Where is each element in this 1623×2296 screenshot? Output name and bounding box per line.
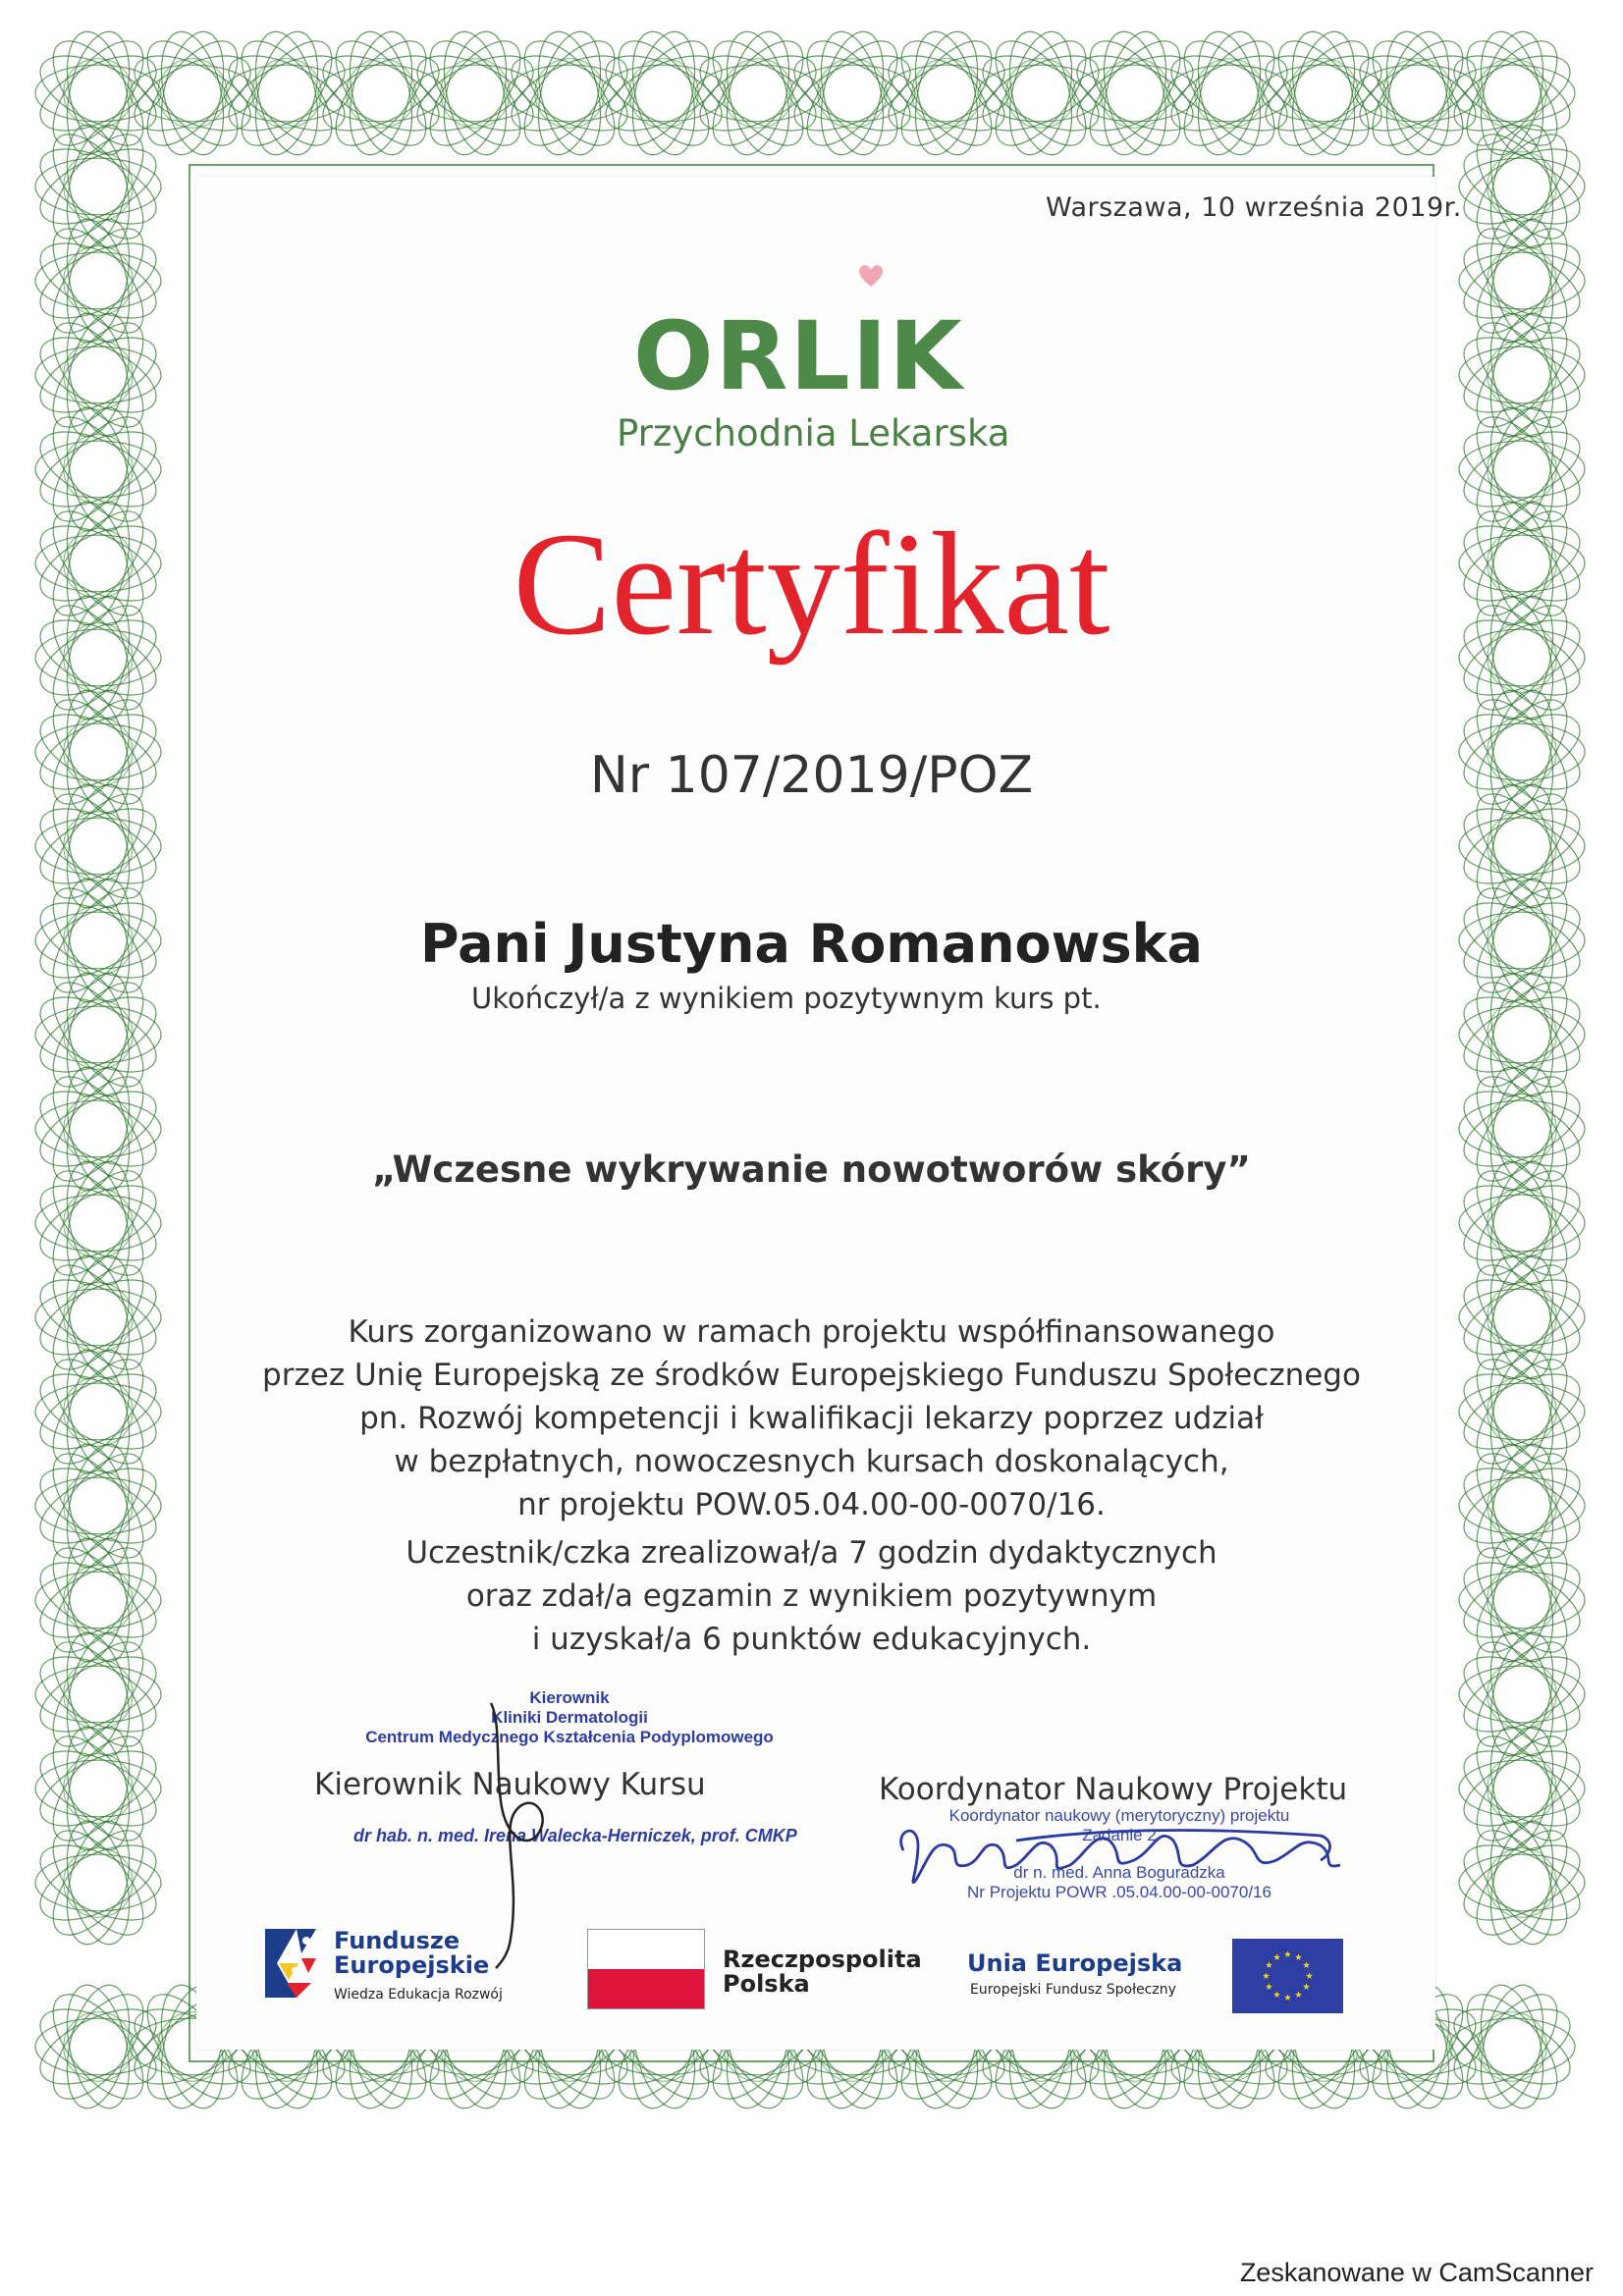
fundusze-europejskie-text [334,1929,503,2007]
rzeczpospolita-polska-text [723,1948,922,1997]
eu-flag-icon [1232,1939,1343,2013]
right-signature [889,1811,1350,1899]
certificate-title: Certyfikat [513,503,1110,666]
stamp-line: Kliniki Dermatologii [491,1708,648,1727]
heart-icon [856,260,886,290]
right-signatory-role: Koordynator Naukowy Projektu [879,1772,1348,1807]
poland-flag-icon [587,1929,705,2009]
pl-line: Rzeczpospolita [723,1946,922,1973]
pl-line: Polska [723,1970,810,1998]
project-line: przez Unię Europejską ze środków Europejskiego Funduszu Społecznego [262,1358,1361,1393]
project-line: pn. Rozwój kompetencji i kwalifikacji lekarzy poprzez udział [359,1401,1264,1436]
logo-wordmark: ORLIK [633,301,964,411]
recipient-name: Pani Justyna Romanowska [419,913,1203,975]
project-line: w bezpłatnych, nowoczesnych kursach doskonalących, [394,1444,1229,1479]
achievement-line: oraz zdał/a egzamin z wynikiem pozytywnym [465,1578,1158,1614]
scanner-watermark: Zeskanowane w CamScanner [1239,2258,1594,2287]
stamp-line: Kierownik [529,1688,610,1707]
fe-subtitle: Wiedza Edukacja Rozwój [334,1987,503,2002]
orlik-logo [569,260,1041,456]
certificate-number: Nr 107/2019/POZ [589,746,1034,805]
stamp-line: dr n. med. Anna Boguradzka [1013,1863,1225,1882]
completion-statement: Ukończył/a z wynikiem pozytywnym kurs pt. [471,982,1102,1015]
left-signatory-role: Kierownik Naukowy Kursu [314,1767,706,1802]
project-line: nr projektu POW.05.04.00-00-0070/16. [517,1487,1106,1522]
project-paragraph [0,1310,1623,1526]
logo-subtitle: Przychodnia Lekarska [617,412,1010,454]
eu-title: Unia Europejska [967,1949,1183,1977]
achievement-line: i uzyskał/a 6 punktów edukacyjnych. [531,1622,1092,1657]
course-name: „Wczesne wykrywanie nowotworów skóry” [372,1148,1251,1191]
project-line: Kurs zorganizowano w ramach projektu współfinansowanego [348,1314,1275,1350]
achievement-line: Uczestnik/czka zrealizował/a 7 godzin dydaktycznych [406,1535,1217,1571]
issue-date: Warszawa, 10 września 2019r. [1046,192,1462,223]
stamp-line: Zadanie 2 [1082,1826,1157,1844]
fe-line: Europejskie [334,1951,490,1979]
eu-subtitle: Europejski Fundusz Społeczny [970,1982,1176,1998]
fundusze-europejskie-logo-icon [257,1919,346,2007]
left-signatory-name: dr hab. n. med. Irena Walecka-Herniczek, prof. CMKP [353,1826,797,1845]
fe-line: Fundusze [334,1927,460,1954]
achievement-paragraph [0,1531,1623,1661]
stamp-line: Nr Projektu POWR .05.04.00-00-0070/16 [967,1883,1271,1901]
stamp-line: Koordynator naukowy (merytoryczny) projektu [948,1806,1290,1825]
stamp-line: Centrum Medycznego Kształcenia Podyplomowego [365,1728,774,1746]
